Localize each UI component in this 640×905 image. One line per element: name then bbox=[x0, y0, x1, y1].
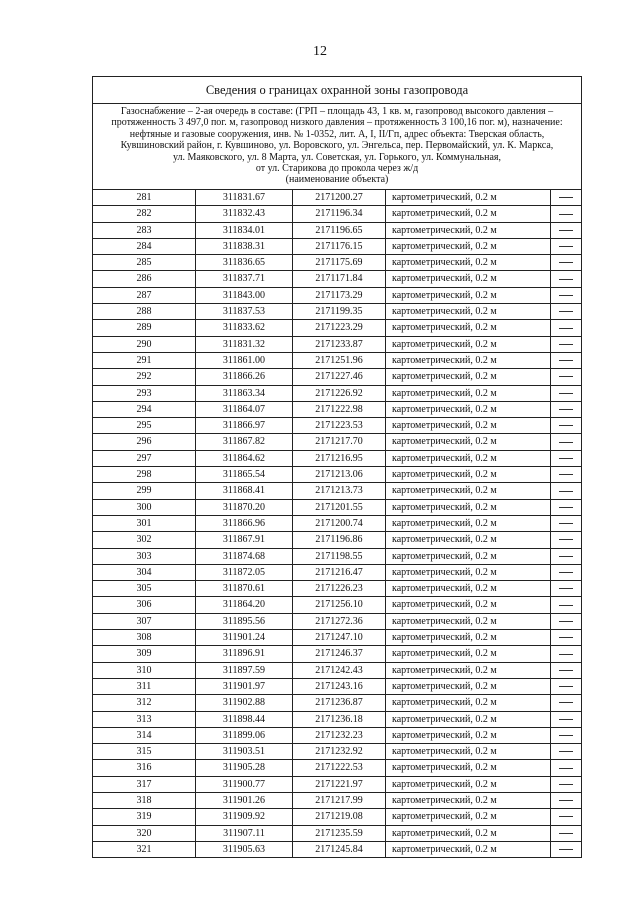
note-cell bbox=[551, 630, 582, 646]
table-row bbox=[93, 695, 581, 711]
x-coordinate-cell: 311832.43 bbox=[196, 206, 293, 222]
point-number-cell: 297 bbox=[93, 450, 196, 466]
table-row bbox=[93, 532, 581, 548]
x-coordinate-cell: 311867.91 bbox=[196, 532, 293, 548]
point-number-cell: 304 bbox=[93, 564, 196, 580]
x-coordinate-cell: 311864.62 bbox=[196, 450, 293, 466]
dash-mark bbox=[559, 262, 573, 263]
point-number-cell: 287 bbox=[93, 287, 196, 303]
x-coordinate-cell: 311870.61 bbox=[196, 581, 293, 597]
dash-mark bbox=[559, 474, 573, 475]
dash-mark bbox=[559, 311, 573, 312]
table-row bbox=[93, 238, 581, 254]
method-cell: картометрический, 0.2 м bbox=[386, 760, 551, 776]
note-cell bbox=[551, 841, 582, 857]
note-cell bbox=[551, 238, 582, 254]
note-cell bbox=[551, 548, 582, 564]
method-cell: картометрический, 0.2 м bbox=[386, 776, 551, 792]
description-line: Газоснабжение – 2-ая очередь в составе: (ГРП – площадь 43, 1 кв. м, газопровод высокого давления – bbox=[120, 106, 554, 117]
y-coordinate-cell: 2171196.65 bbox=[293, 222, 386, 238]
method-cell: картометрический, 0.2 м bbox=[386, 352, 551, 368]
method-cell: картометрический, 0.2 м bbox=[386, 727, 551, 743]
dash-mark bbox=[559, 588, 573, 589]
dash-mark bbox=[559, 654, 573, 655]
note-cell bbox=[551, 792, 582, 808]
y-coordinate-cell: 2171226.92 bbox=[293, 385, 386, 401]
x-coordinate-cell: 311864.07 bbox=[196, 401, 293, 417]
y-coordinate-cell: 2171219.08 bbox=[293, 809, 386, 825]
x-coordinate-cell: 311866.97 bbox=[196, 418, 293, 434]
dash-mark bbox=[559, 539, 573, 540]
method-cell: картометрический, 0.2 м bbox=[386, 190, 551, 206]
dash-mark bbox=[559, 816, 573, 817]
method-cell: картометрический, 0.2 м bbox=[386, 662, 551, 678]
table-row bbox=[93, 646, 581, 662]
y-coordinate-cell: 2171232.92 bbox=[293, 744, 386, 760]
y-coordinate-cell: 2171200.74 bbox=[293, 515, 386, 531]
y-coordinate-cell: 2171199.35 bbox=[293, 304, 386, 320]
y-coordinate-cell: 2171217.70 bbox=[293, 434, 386, 450]
note-cell bbox=[551, 418, 582, 434]
description-caption: (наименование объекта) bbox=[285, 174, 389, 186]
x-coordinate-cell: 311899.06 bbox=[196, 727, 293, 743]
note-cell bbox=[551, 190, 582, 206]
method-cell: картометрический, 0.2 м bbox=[386, 564, 551, 580]
dash-mark bbox=[559, 425, 573, 426]
point-number-cell: 317 bbox=[93, 776, 196, 792]
dash-mark bbox=[559, 735, 573, 736]
note-cell bbox=[551, 760, 582, 776]
note-cell bbox=[551, 352, 582, 368]
dash-mark bbox=[559, 376, 573, 377]
dash-mark bbox=[559, 833, 573, 834]
x-coordinate-cell: 311834.01 bbox=[196, 222, 293, 238]
y-coordinate-cell: 2171226.23 bbox=[293, 581, 386, 597]
y-coordinate-cell: 2171272.36 bbox=[293, 613, 386, 629]
point-number-cell: 291 bbox=[93, 352, 196, 368]
dash-mark bbox=[559, 246, 573, 247]
table-row bbox=[93, 369, 581, 385]
coordinates-table bbox=[93, 190, 581, 857]
x-coordinate-cell: 311870.20 bbox=[196, 499, 293, 515]
table-row bbox=[93, 597, 581, 613]
table-row bbox=[93, 385, 581, 401]
method-cell: картометрический, 0.2 м bbox=[386, 515, 551, 531]
method-cell: картометрический, 0.2 м bbox=[386, 385, 551, 401]
x-coordinate-cell: 311897.59 bbox=[196, 662, 293, 678]
table-row bbox=[93, 613, 581, 629]
point-number-cell: 319 bbox=[93, 809, 196, 825]
method-cell: картометрический, 0.2 м bbox=[386, 499, 551, 515]
dash-mark bbox=[559, 230, 573, 231]
x-coordinate-cell: 311905.63 bbox=[196, 841, 293, 857]
y-coordinate-cell: 2171196.86 bbox=[293, 532, 386, 548]
note-cell bbox=[551, 336, 582, 352]
y-coordinate-cell: 2171171.84 bbox=[293, 271, 386, 287]
note-cell bbox=[551, 581, 582, 597]
dash-mark bbox=[559, 751, 573, 752]
table-row bbox=[93, 352, 581, 368]
point-number-cell: 313 bbox=[93, 711, 196, 727]
table-row bbox=[93, 581, 581, 597]
point-number-cell: 303 bbox=[93, 548, 196, 564]
y-coordinate-cell: 2171200.27 bbox=[293, 190, 386, 206]
point-number-cell: 290 bbox=[93, 336, 196, 352]
x-coordinate-cell: 311865.54 bbox=[196, 467, 293, 483]
table-row bbox=[93, 401, 581, 417]
method-cell: картометрический, 0.2 м bbox=[386, 678, 551, 694]
dash-mark bbox=[559, 393, 573, 394]
dash-mark bbox=[559, 621, 573, 622]
x-coordinate-cell: 311866.96 bbox=[196, 515, 293, 531]
point-number-cell: 315 bbox=[93, 744, 196, 760]
x-coordinate-cell: 311831.32 bbox=[196, 336, 293, 352]
method-cell: картометрический, 0.2 м bbox=[386, 287, 551, 303]
method-cell: картометрический, 0.2 м bbox=[386, 238, 551, 254]
method-cell: картометрический, 0.2 м bbox=[386, 336, 551, 352]
x-coordinate-cell: 311896.91 bbox=[196, 646, 293, 662]
x-coordinate-cell: 311843.00 bbox=[196, 287, 293, 303]
y-coordinate-cell: 2171245.84 bbox=[293, 841, 386, 857]
note-cell bbox=[551, 450, 582, 466]
method-cell: картометрический, 0.2 м bbox=[386, 222, 551, 238]
method-cell: картометрический, 0.2 м bbox=[386, 450, 551, 466]
method-cell: картометрический, 0.2 м bbox=[386, 418, 551, 434]
dash-mark bbox=[559, 768, 573, 769]
dash-mark bbox=[559, 670, 573, 671]
x-coordinate-cell: 311901.24 bbox=[196, 630, 293, 646]
point-number-cell: 298 bbox=[93, 467, 196, 483]
point-number-cell: 285 bbox=[93, 255, 196, 271]
table-row bbox=[93, 450, 581, 466]
table-row bbox=[93, 760, 581, 776]
description-line: от ул. Старикова до прокола через ж/д bbox=[255, 163, 419, 175]
y-coordinate-cell: 2171198.55 bbox=[293, 548, 386, 564]
x-coordinate-cell: 311866.26 bbox=[196, 369, 293, 385]
note-cell bbox=[551, 434, 582, 450]
table-row bbox=[93, 792, 581, 808]
x-coordinate-cell: 311903.51 bbox=[196, 744, 293, 760]
note-cell bbox=[551, 646, 582, 662]
note-cell bbox=[551, 613, 582, 629]
method-cell: картометрический, 0.2 м bbox=[386, 369, 551, 385]
note-cell bbox=[551, 662, 582, 678]
point-number-cell: 286 bbox=[93, 271, 196, 287]
method-cell: картометрический, 0.2 м bbox=[386, 434, 551, 450]
note-cell bbox=[551, 727, 582, 743]
point-number-cell: 316 bbox=[93, 760, 196, 776]
y-coordinate-cell: 2171256.10 bbox=[293, 597, 386, 613]
point-number-cell: 300 bbox=[93, 499, 196, 515]
note-cell bbox=[551, 515, 582, 531]
note-cell bbox=[551, 271, 582, 287]
table-row bbox=[93, 825, 581, 841]
point-number-cell: 295 bbox=[93, 418, 196, 434]
x-coordinate-cell: 311837.53 bbox=[196, 304, 293, 320]
x-coordinate-cell: 311872.05 bbox=[196, 564, 293, 580]
y-coordinate-cell: 2171176.15 bbox=[293, 238, 386, 254]
point-number-cell: 299 bbox=[93, 483, 196, 499]
point-number-cell: 314 bbox=[93, 727, 196, 743]
method-cell: картометрический, 0.2 м bbox=[386, 467, 551, 483]
dash-mark bbox=[559, 507, 573, 508]
table-row bbox=[93, 841, 581, 857]
method-cell: картометрический, 0.2 м bbox=[386, 548, 551, 564]
dash-mark bbox=[559, 686, 573, 687]
y-coordinate-cell: 2171222.53 bbox=[293, 760, 386, 776]
table-row bbox=[93, 776, 581, 792]
x-coordinate-cell: 311909.92 bbox=[196, 809, 293, 825]
table-title: Сведения о границах охранной зоны газопровода bbox=[93, 77, 581, 104]
dash-mark bbox=[559, 295, 573, 296]
table-row bbox=[93, 727, 581, 743]
method-cell: картометрический, 0.2 м bbox=[386, 809, 551, 825]
method-cell: картометрический, 0.2 м bbox=[386, 711, 551, 727]
x-coordinate-cell: 311895.56 bbox=[196, 613, 293, 629]
x-coordinate-cell: 311831.67 bbox=[196, 190, 293, 206]
object-description bbox=[93, 104, 581, 190]
dash-mark bbox=[559, 523, 573, 524]
note-cell bbox=[551, 825, 582, 841]
x-coordinate-cell: 311864.20 bbox=[196, 597, 293, 613]
x-coordinate-cell: 311863.34 bbox=[196, 385, 293, 401]
y-coordinate-cell: 2171232.23 bbox=[293, 727, 386, 743]
note-cell bbox=[551, 499, 582, 515]
y-coordinate-cell: 2171223.53 bbox=[293, 418, 386, 434]
x-coordinate-cell: 311838.31 bbox=[196, 238, 293, 254]
point-number-cell: 301 bbox=[93, 515, 196, 531]
dash-mark bbox=[559, 197, 573, 198]
point-number-cell: 289 bbox=[93, 320, 196, 336]
table-row bbox=[93, 206, 581, 222]
note-cell bbox=[551, 222, 582, 238]
y-coordinate-cell: 2171223.29 bbox=[293, 320, 386, 336]
note-cell bbox=[551, 467, 582, 483]
note-cell bbox=[551, 206, 582, 222]
dash-mark bbox=[559, 702, 573, 703]
table-row bbox=[93, 287, 581, 303]
note-cell bbox=[551, 320, 582, 336]
table-row bbox=[93, 255, 581, 271]
note-cell bbox=[551, 483, 582, 499]
y-coordinate-cell: 2171246.37 bbox=[293, 646, 386, 662]
y-coordinate-cell: 2171216.95 bbox=[293, 450, 386, 466]
boundary-table bbox=[92, 76, 582, 858]
method-cell: картометрический, 0.2 м bbox=[386, 255, 551, 271]
y-coordinate-cell: 2171236.87 bbox=[293, 695, 386, 711]
table-row bbox=[93, 499, 581, 515]
dash-mark bbox=[559, 556, 573, 557]
y-coordinate-cell: 2171216.47 bbox=[293, 564, 386, 580]
note-cell bbox=[551, 776, 582, 792]
dash-mark bbox=[559, 344, 573, 345]
method-cell: картометрический, 0.2 м bbox=[386, 613, 551, 629]
note-cell bbox=[551, 695, 582, 711]
point-number-cell: 282 bbox=[93, 206, 196, 222]
point-number-cell: 302 bbox=[93, 532, 196, 548]
method-cell: картометрический, 0.2 м bbox=[386, 825, 551, 841]
method-cell: картометрический, 0.2 м bbox=[386, 271, 551, 287]
y-coordinate-cell: 2171242.43 bbox=[293, 662, 386, 678]
x-coordinate-cell: 311898.44 bbox=[196, 711, 293, 727]
table-row bbox=[93, 809, 581, 825]
table-row bbox=[93, 320, 581, 336]
y-coordinate-cell: 2171235.59 bbox=[293, 825, 386, 841]
point-number-cell: 305 bbox=[93, 581, 196, 597]
description-line: нефтяные и газовые сооружения, инв. № 1-0352, лит. А, I, II/Гп, адрес объекта: Тверская область, bbox=[129, 128, 545, 140]
dash-mark bbox=[559, 442, 573, 443]
point-number-cell: 283 bbox=[93, 222, 196, 238]
method-cell: картометрический, 0.2 м bbox=[386, 792, 551, 808]
point-number-cell: 284 bbox=[93, 238, 196, 254]
method-cell: картометрический, 0.2 м bbox=[386, 581, 551, 597]
dash-mark bbox=[559, 784, 573, 785]
dash-mark bbox=[559, 409, 573, 410]
y-coordinate-cell: 2171173.29 bbox=[293, 287, 386, 303]
method-cell: картометрический, 0.2 м bbox=[386, 304, 551, 320]
table-row bbox=[93, 483, 581, 499]
x-coordinate-cell: 311837.71 bbox=[196, 271, 293, 287]
y-coordinate-cell: 2171221.97 bbox=[293, 776, 386, 792]
description-line: ул. Маяковского, ул. 8 Марта, ул. Советская, ул. Горького, ул. Коммунальная, bbox=[172, 151, 502, 163]
y-coordinate-cell: 2171233.87 bbox=[293, 336, 386, 352]
description-line: протяженность 3 497,0 пог. м, газопровод низкого давления – протяженность 3 100,16 пог. м), назначение: bbox=[111, 117, 563, 129]
point-number-cell: 293 bbox=[93, 385, 196, 401]
table-row bbox=[93, 630, 581, 646]
x-coordinate-cell: 311867.82 bbox=[196, 434, 293, 450]
x-coordinate-cell: 311833.62 bbox=[196, 320, 293, 336]
y-coordinate-cell: 2171213.06 bbox=[293, 467, 386, 483]
description-line: Кувшиновский район, г. Кувшиново, ул. Воровского, ул. Энгельса, пер. Первомайский, ул. К. Маркса, bbox=[120, 140, 554, 152]
x-coordinate-cell: 311907.11 bbox=[196, 825, 293, 841]
x-coordinate-cell: 311868.41 bbox=[196, 483, 293, 499]
table-row bbox=[93, 564, 581, 580]
note-cell bbox=[551, 597, 582, 613]
point-number-cell: 307 bbox=[93, 613, 196, 629]
table-row bbox=[93, 662, 581, 678]
x-coordinate-cell: 311861.00 bbox=[196, 352, 293, 368]
point-number-cell: 321 bbox=[93, 841, 196, 857]
y-coordinate-cell: 2171222.98 bbox=[293, 401, 386, 417]
dash-mark bbox=[559, 491, 573, 492]
point-number-cell: 312 bbox=[93, 695, 196, 711]
table-row bbox=[93, 467, 581, 483]
dash-mark bbox=[559, 214, 573, 215]
table-row bbox=[93, 515, 581, 531]
y-coordinate-cell: 2171243.16 bbox=[293, 678, 386, 694]
dash-mark bbox=[559, 572, 573, 573]
dash-mark bbox=[559, 279, 573, 280]
method-cell: картометрический, 0.2 м bbox=[386, 695, 551, 711]
table-row bbox=[93, 678, 581, 694]
point-number-cell: 281 bbox=[93, 190, 196, 206]
dash-mark bbox=[559, 360, 573, 361]
x-coordinate-cell: 311836.65 bbox=[196, 255, 293, 271]
y-coordinate-cell: 2171217.99 bbox=[293, 792, 386, 808]
y-coordinate-cell: 2171213.73 bbox=[293, 483, 386, 499]
method-cell: картометрический, 0.2 м bbox=[386, 597, 551, 613]
table-row bbox=[93, 711, 581, 727]
point-number-cell: 308 bbox=[93, 630, 196, 646]
point-number-cell: 309 bbox=[93, 646, 196, 662]
note-cell bbox=[551, 401, 582, 417]
note-cell bbox=[551, 369, 582, 385]
x-coordinate-cell: 311902.88 bbox=[196, 695, 293, 711]
point-number-cell: 310 bbox=[93, 662, 196, 678]
table-row bbox=[93, 548, 581, 564]
y-coordinate-cell: 2171227.46 bbox=[293, 369, 386, 385]
dash-mark bbox=[559, 849, 573, 850]
table-row bbox=[93, 190, 581, 206]
method-cell: картометрический, 0.2 м bbox=[386, 320, 551, 336]
point-number-cell: 306 bbox=[93, 597, 196, 613]
method-cell: картометрический, 0.2 м bbox=[386, 646, 551, 662]
point-number-cell: 294 bbox=[93, 401, 196, 417]
method-cell: картометрический, 0.2 м bbox=[386, 532, 551, 548]
point-number-cell: 318 bbox=[93, 792, 196, 808]
method-cell: картометрический, 0.2 м bbox=[386, 483, 551, 499]
point-number-cell: 288 bbox=[93, 304, 196, 320]
method-cell: картометрический, 0.2 м bbox=[386, 206, 551, 222]
method-cell: картометрический, 0.2 м bbox=[386, 401, 551, 417]
x-coordinate-cell: 311900.77 bbox=[196, 776, 293, 792]
y-coordinate-cell: 2171251.96 bbox=[293, 352, 386, 368]
x-coordinate-cell: 311874.68 bbox=[196, 548, 293, 564]
method-cell: картометрический, 0.2 м bbox=[386, 744, 551, 760]
table-row bbox=[93, 271, 581, 287]
x-coordinate-cell: 311901.26 bbox=[196, 792, 293, 808]
point-number-cell: 320 bbox=[93, 825, 196, 841]
method-cell: картометрический, 0.2 м bbox=[386, 630, 551, 646]
table-row bbox=[93, 418, 581, 434]
note-cell bbox=[551, 744, 582, 760]
dash-mark bbox=[559, 800, 573, 801]
method-cell: картометрический, 0.2 м bbox=[386, 841, 551, 857]
y-coordinate-cell: 2171201.55 bbox=[293, 499, 386, 515]
point-number-cell: 311 bbox=[93, 678, 196, 694]
table-row bbox=[93, 434, 581, 450]
note-cell bbox=[551, 678, 582, 694]
point-number-cell: 296 bbox=[93, 434, 196, 450]
dash-mark bbox=[559, 328, 573, 329]
x-coordinate-cell: 311905.28 bbox=[196, 760, 293, 776]
table-row bbox=[93, 336, 581, 352]
note-cell bbox=[551, 304, 582, 320]
page-number: 12 bbox=[313, 44, 327, 59]
note-cell bbox=[551, 385, 582, 401]
dash-mark bbox=[559, 637, 573, 638]
note-cell bbox=[551, 255, 582, 271]
dash-mark bbox=[559, 458, 573, 459]
note-cell bbox=[551, 711, 582, 727]
table-row bbox=[93, 304, 581, 320]
y-coordinate-cell: 2171196.34 bbox=[293, 206, 386, 222]
table-row bbox=[93, 744, 581, 760]
note-cell bbox=[551, 532, 582, 548]
x-coordinate-cell: 311901.97 bbox=[196, 678, 293, 694]
note-cell bbox=[551, 809, 582, 825]
note-cell bbox=[551, 564, 582, 580]
dash-mark bbox=[559, 719, 573, 720]
point-number-cell: 292 bbox=[93, 369, 196, 385]
y-coordinate-cell: 2171236.18 bbox=[293, 711, 386, 727]
note-cell bbox=[551, 287, 582, 303]
table-row bbox=[93, 222, 581, 238]
dash-mark bbox=[559, 605, 573, 606]
y-coordinate-cell: 2171247.10 bbox=[293, 630, 386, 646]
y-coordinate-cell: 2171175.69 bbox=[293, 255, 386, 271]
